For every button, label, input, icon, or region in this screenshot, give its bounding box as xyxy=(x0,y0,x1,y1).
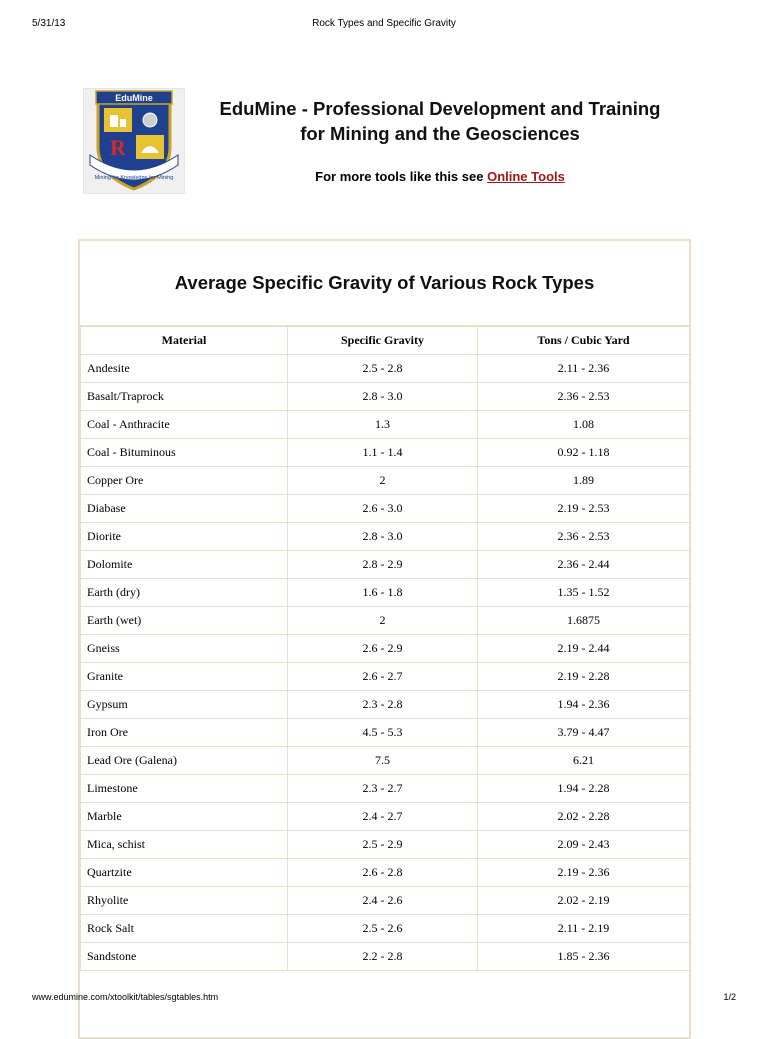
cell-specific-gravity: 4.5 - 5.3 xyxy=(288,719,478,747)
table-row xyxy=(81,495,690,523)
cell-specific-gravity: 2 xyxy=(288,607,478,635)
cell-specific-gravity: 2.2 - 2.8 xyxy=(288,943,478,971)
svg-text:Mining for Knowledge for Minin: Mining for Knowledge for Mining xyxy=(94,175,174,181)
cell-specific-gravity: 2.3 - 2.8 xyxy=(288,691,478,719)
column-header-tons-per-cubic-yard: Tons / Cubic Yard xyxy=(478,327,690,355)
cell-material: Quartzite xyxy=(81,859,288,887)
table-row xyxy=(81,355,690,383)
site-title-line-1: EduMine - Professional Development and Training xyxy=(219,98,661,119)
print-page-number: 1/2 xyxy=(723,992,736,1002)
cell-tons-per-cubic-yard: 1.35 - 1.52 xyxy=(478,579,690,607)
table-row xyxy=(81,607,690,635)
site-title xyxy=(192,96,688,146)
cell-specific-gravity: 2.6 - 3.0 xyxy=(288,495,478,523)
cell-material: Gneiss xyxy=(81,635,288,663)
cell-tons-per-cubic-yard: 2.36 - 2.53 xyxy=(478,523,690,551)
table-row xyxy=(81,943,690,971)
cell-material: Earth (wet) xyxy=(81,607,288,635)
table-row xyxy=(81,803,690,831)
cell-tons-per-cubic-yard: 2.19 - 2.44 xyxy=(478,635,690,663)
cell-material: Coal - Bituminous xyxy=(81,439,288,467)
print-header xyxy=(0,18,768,32)
cell-material: Lead Ore (Galena) xyxy=(81,747,288,775)
table-row xyxy=(81,915,690,943)
cell-material: Gypsum xyxy=(81,691,288,719)
print-date: 5/31/13 xyxy=(32,18,66,29)
table-row xyxy=(81,579,690,607)
cell-specific-gravity: 2.5 - 2.8 xyxy=(288,355,478,383)
cell-specific-gravity: 2.6 - 2.7 xyxy=(288,663,478,691)
cell-tons-per-cubic-yard: 2.19 - 2.53 xyxy=(478,495,690,523)
table-row xyxy=(81,439,690,467)
cell-material: Basalt/Traprock xyxy=(81,383,288,411)
cell-specific-gravity: 2.4 - 2.7 xyxy=(288,803,478,831)
cell-tons-per-cubic-yard: 2.09 - 2.43 xyxy=(478,831,690,859)
print-page-title: Rock Types and Specific Gravity xyxy=(312,18,456,29)
cell-tons-per-cubic-yard: 2.36 - 2.44 xyxy=(478,551,690,579)
cell-specific-gravity: 2 xyxy=(288,467,478,495)
cell-tons-per-cubic-yard: 1.08 xyxy=(478,411,690,439)
cell-specific-gravity: 1.3 xyxy=(288,411,478,439)
cell-material: Dolomite xyxy=(81,551,288,579)
cell-specific-gravity: 2.8 - 3.0 xyxy=(288,523,478,551)
cell-specific-gravity: 2.6 - 2.9 xyxy=(288,635,478,663)
cell-tons-per-cubic-yard: 1.89 xyxy=(478,467,690,495)
cell-material: Coal - Anthracite xyxy=(81,411,288,439)
cell-specific-gravity: 2.3 - 2.7 xyxy=(288,775,478,803)
edumine-logo[interactable] xyxy=(83,88,185,194)
table-row xyxy=(81,691,690,719)
svg-text:EduMine: EduMine xyxy=(115,93,153,103)
cell-material: Earth (dry) xyxy=(81,579,288,607)
more-tools-text: For more tools like this see xyxy=(315,169,488,184)
cell-tons-per-cubic-yard: 2.11 - 2.19 xyxy=(478,915,690,943)
cell-material: Limestone xyxy=(81,775,288,803)
table-row xyxy=(81,775,690,803)
table-row xyxy=(81,831,690,859)
column-header-specific-gravity: Specific Gravity xyxy=(288,327,478,355)
table-row xyxy=(81,467,690,495)
table-row xyxy=(81,411,690,439)
cell-specific-gravity: 2.6 - 2.8 xyxy=(288,859,478,887)
cell-material: Andesite xyxy=(81,355,288,383)
table-row xyxy=(81,523,690,551)
cell-tons-per-cubic-yard: 2.11 - 2.36 xyxy=(478,355,690,383)
more-tools-line xyxy=(192,168,688,186)
rock-gravity-table xyxy=(80,326,690,971)
cell-tons-per-cubic-yard: 0.92 - 1.18 xyxy=(478,439,690,467)
cell-tons-per-cubic-yard: 2.02 - 2.19 xyxy=(478,887,690,915)
cell-tons-per-cubic-yard: 3.79 - 4.47 xyxy=(478,719,690,747)
print-url: www.edumine.com/xtoolkit/tables/sgtables.htm xyxy=(32,992,219,1002)
table-row xyxy=(81,635,690,663)
table-row xyxy=(81,719,690,747)
rock-gravity-table-panel xyxy=(78,239,691,1039)
cell-material: Copper Ore xyxy=(81,467,288,495)
table-body xyxy=(81,355,690,971)
edumine-shield-icon xyxy=(84,89,184,193)
cell-tons-per-cubic-yard: 6.21 xyxy=(478,747,690,775)
table-row xyxy=(81,887,690,915)
cell-material: Sandstone xyxy=(81,943,288,971)
print-footer xyxy=(0,992,768,1006)
cell-tons-per-cubic-yard: 2.19 - 2.36 xyxy=(478,859,690,887)
svg-text:R: R xyxy=(110,135,126,160)
cell-material: Marble xyxy=(81,803,288,831)
cell-material: Rock Salt xyxy=(81,915,288,943)
cell-tons-per-cubic-yard: 1.6875 xyxy=(478,607,690,635)
cell-tons-per-cubic-yard: 1.94 - 2.28 xyxy=(478,775,690,803)
table-title: Average Specific Gravity of Various Rock Types xyxy=(80,241,689,326)
column-header-material: Material xyxy=(81,327,288,355)
cell-specific-gravity: 2.8 - 2.9 xyxy=(288,551,478,579)
cell-tons-per-cubic-yard: 1.94 - 2.36 xyxy=(478,691,690,719)
table-header-row xyxy=(81,327,690,355)
cell-specific-gravity: 7.5 xyxy=(288,747,478,775)
cell-tons-per-cubic-yard: 2.19 - 2.28 xyxy=(478,663,690,691)
cell-material: Rhyolite xyxy=(81,887,288,915)
table-row xyxy=(81,551,690,579)
site-title-line-2: for Mining and the Geosciences xyxy=(300,123,580,144)
cell-material: Iron Ore xyxy=(81,719,288,747)
cell-specific-gravity: 1.1 - 1.4 xyxy=(288,439,478,467)
cell-tons-per-cubic-yard: 1.85 - 2.36 xyxy=(478,943,690,971)
cell-tons-per-cubic-yard: 2.36 - 2.53 xyxy=(478,383,690,411)
table-row xyxy=(81,747,690,775)
cell-specific-gravity: 2.5 - 2.9 xyxy=(288,831,478,859)
cell-material: Mica, schist xyxy=(81,831,288,859)
cell-specific-gravity: 1.6 - 1.8 xyxy=(288,579,478,607)
cell-specific-gravity: 2.8 - 3.0 xyxy=(288,383,478,411)
online-tools-link[interactable]: Online Tools xyxy=(487,169,565,184)
cell-tons-per-cubic-yard: 2.02 - 2.28 xyxy=(478,803,690,831)
cell-material: Granite xyxy=(81,663,288,691)
cell-specific-gravity: 2.4 - 2.6 xyxy=(288,887,478,915)
table-row xyxy=(81,859,690,887)
cell-material: Diabase xyxy=(81,495,288,523)
cell-specific-gravity: 2.5 - 2.6 xyxy=(288,915,478,943)
table-row xyxy=(81,383,690,411)
table-row xyxy=(81,663,690,691)
cell-material: Diorite xyxy=(81,523,288,551)
